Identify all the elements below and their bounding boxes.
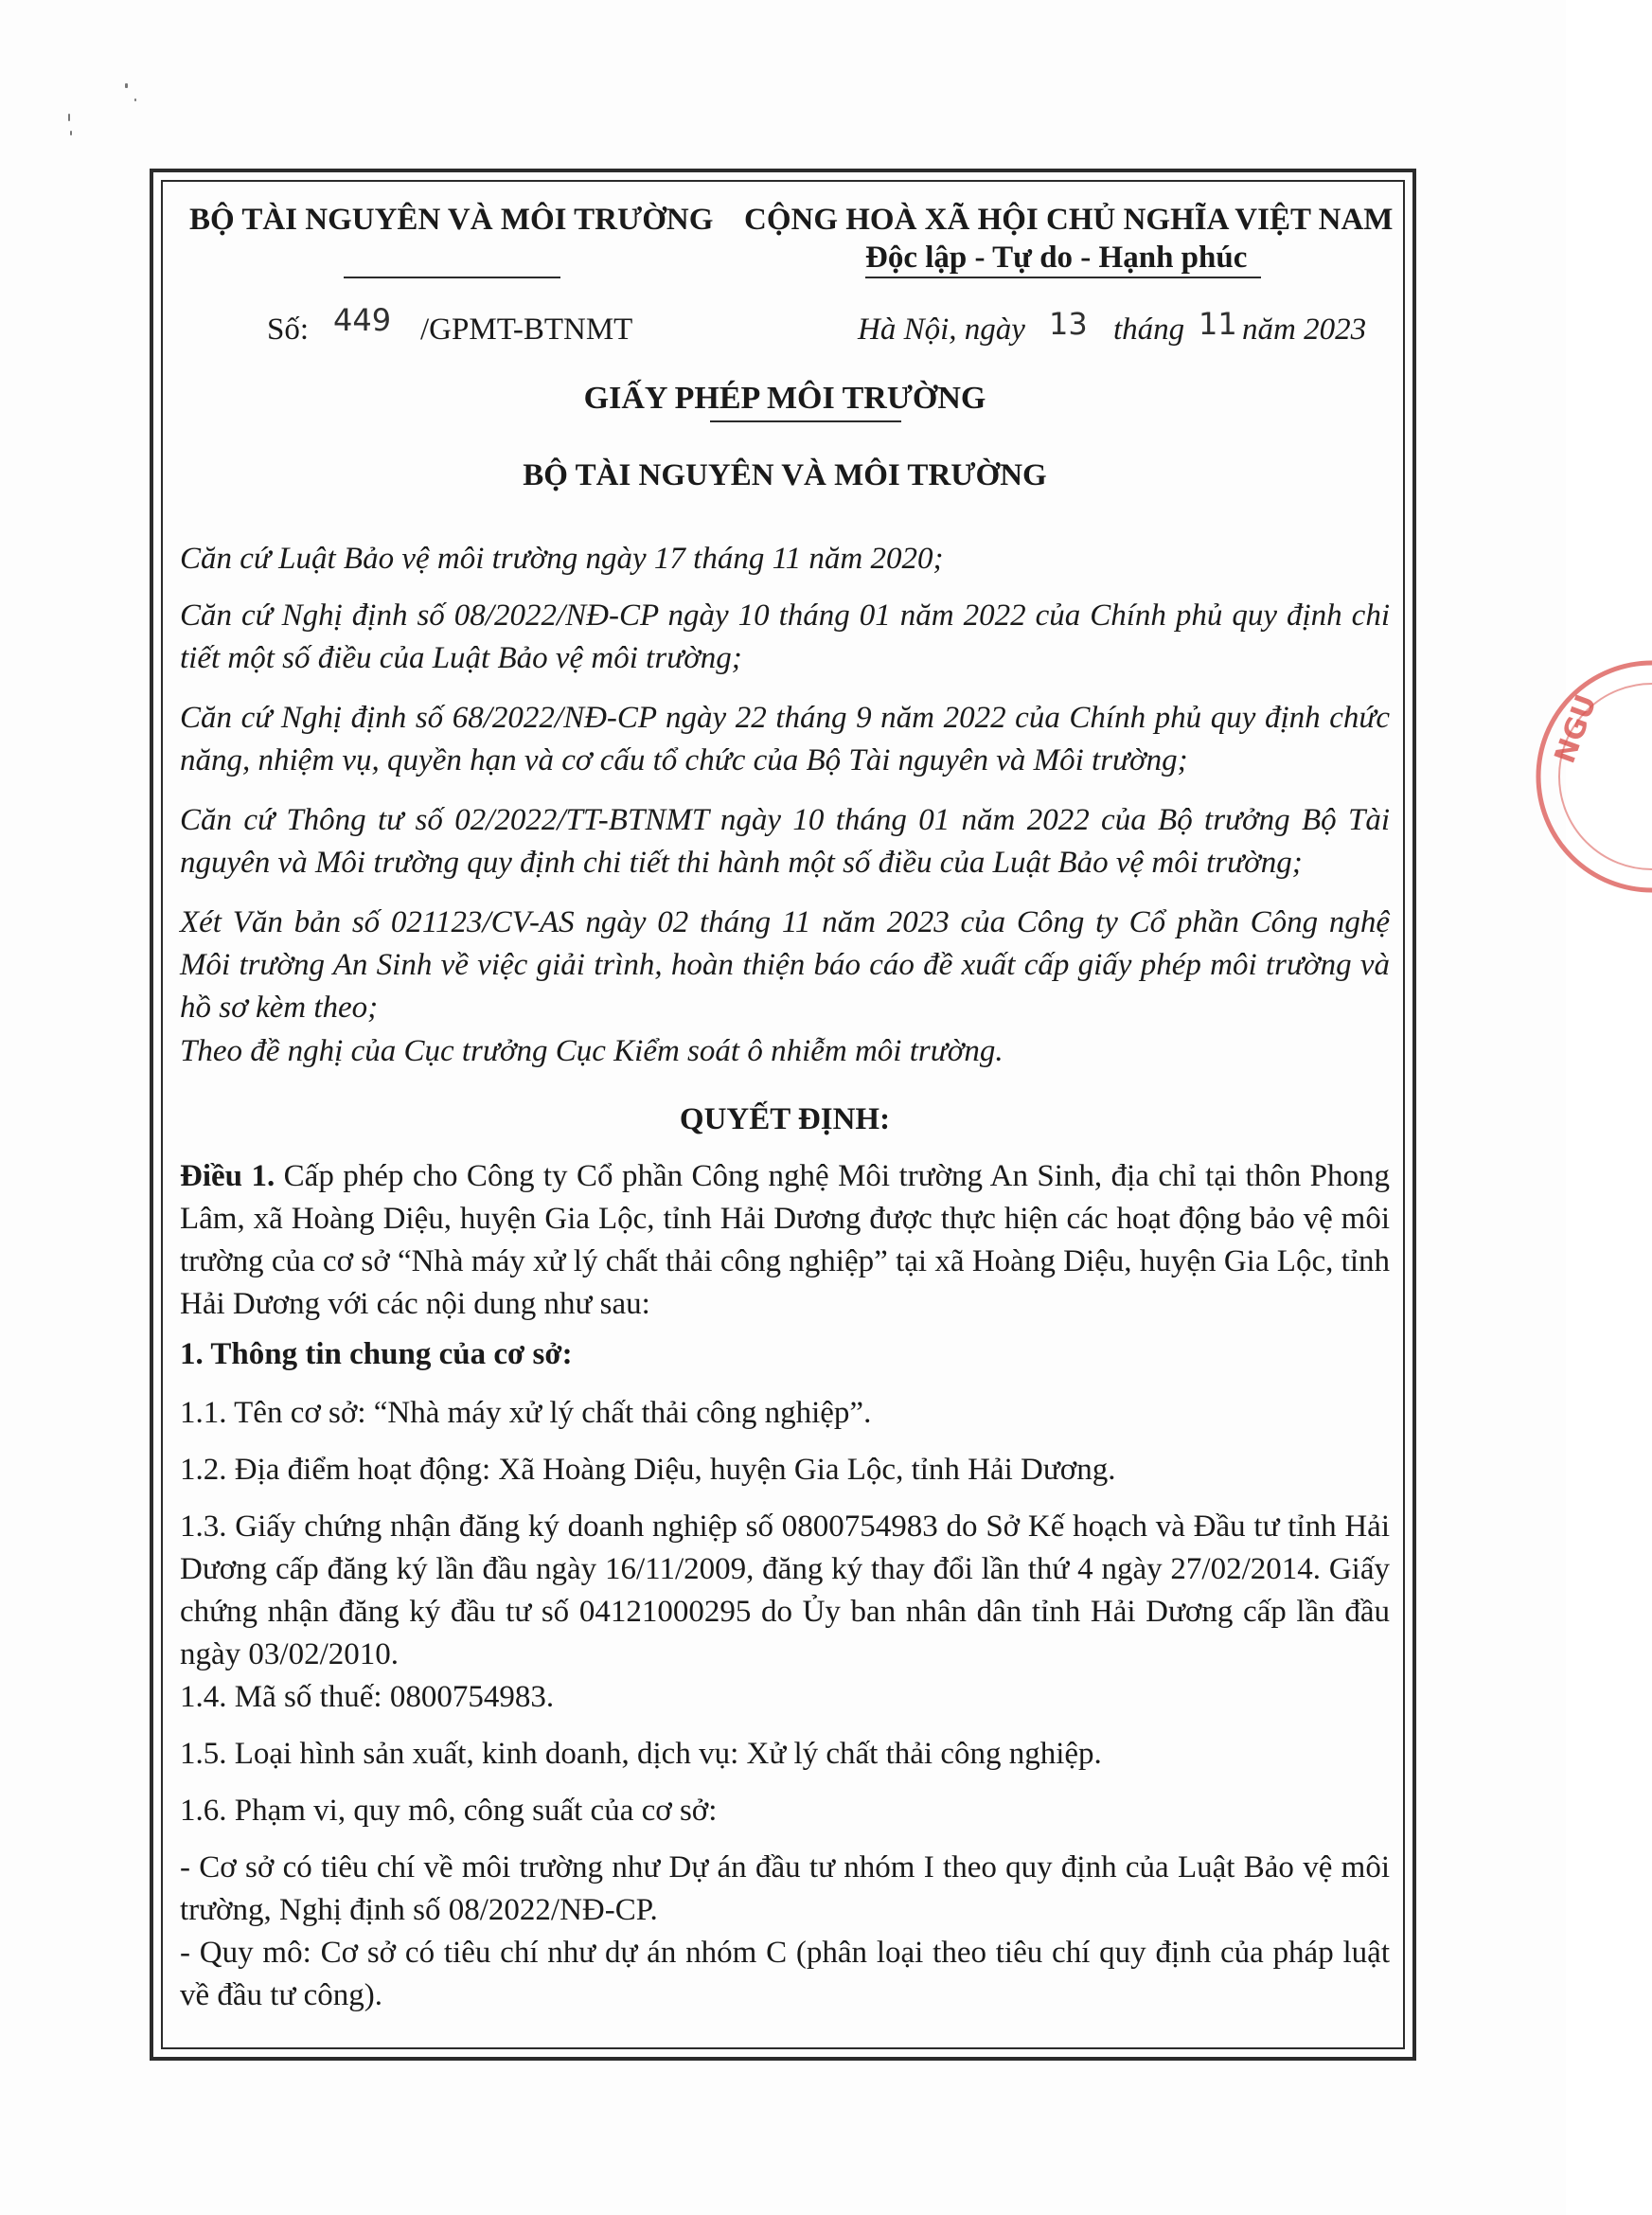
place-date-prefix: Hà Nội, ngày xyxy=(858,313,1025,347)
date-month: 11 xyxy=(1199,306,1237,342)
legal-basis-6: Theo đề nghị của Cục trưởng Cục Kiểm soát ô nhiễm môi trường. xyxy=(180,1034,1004,1068)
date-day: 13 xyxy=(1049,306,1088,342)
item-scope-2: - Quy mô: Cơ sở có tiêu chí như dự án nhóm C (phân loại theo tiêu chí quy định của pháp luật về đầu tư công). xyxy=(180,1936,1390,2012)
item-1-5: 1.5. Loại hình sản xuất, kinh doanh, dịch vụ: Xử lý chất thải công nghiệp. xyxy=(180,1737,1102,1771)
legal-basis-2: Căn cứ Nghị định số 08/2022/NĐ-CP ngày 10 tháng 01 năm 2022 của Chính phủ quy định chi tiết một số điều của Luật Bảo vệ môi trường; xyxy=(180,598,1390,675)
agency-underline xyxy=(344,277,560,278)
legal-basis-4: Căn cứ Thông tư số 02/2022/TT-BTNMT ngày 10 tháng 01 năm 2022 của Bộ trưởng Bộ Tài nguyên và Môi trường quy định chi tiết thi hành một số điều của Luật Bảo vệ môi trường; xyxy=(180,803,1390,880)
date-year: năm 2023 xyxy=(1242,313,1367,347)
article-1-text: Cấp phép cho Công ty Cổ phần Công nghệ Môi trường An Sinh, địa chỉ tại thôn Phong Lâm, xã Hoàng Diệu, huyện Gia Lộc, tỉnh Hải Dương được thực hiện các hoạt động bảo vệ môi trường của cơ sở “Nhà máy xử lý chất thải công nghiệp” tại xã Hoàng Diệu, huyện Gia Lộc, tỉnh Hải Dương với các nội dung như sau: xyxy=(180,1159,1391,1321)
item-1-1: 1.1. Tên cơ sở: “Nhà máy xử lý chất thải công nghiệp”. xyxy=(180,1396,872,1430)
official-seal xyxy=(1510,653,1652,900)
article-1-label: Điều 1. xyxy=(180,1159,275,1193)
legal-basis-5: Xét Văn bản số 021123/CV-AS ngày 02 tháng 11 năm 2023 của Công ty Cổ phần Công nghệ Môi trường An Sinh về việc giải trình, hoàn thiện báo cáo đề xuất cấp giấy phép môi trường và hồ sơ kèm theo; xyxy=(180,905,1390,1025)
title-underline xyxy=(710,420,901,422)
doc-number-suffix: /GPMT-BTNMT xyxy=(420,313,633,347)
legal-basis-1: Căn cứ Luật Bảo vệ môi trường ngày 17 tháng 11 năm 2020; xyxy=(180,542,944,576)
document-title: GIẤY PHÉP MÔI TRƯỜNG xyxy=(583,381,986,416)
section-1-heading: 1. Thông tin chung của cơ sở: xyxy=(180,1337,573,1371)
seal-text: NGU xyxy=(1548,690,1604,768)
item-1-2: 1.2. Địa điểm hoạt động: Xã Hoàng Diệu, huyện Gia Lộc, tỉnh Hải Dương. xyxy=(180,1453,1116,1487)
item-1-4: 1.4. Mã số thuế: 0800754983. xyxy=(180,1680,555,1714)
country-name: CỘNG HOÀ XÃ HỘI CHỦ NGHĨA VIỆT NAM xyxy=(744,203,1394,237)
item-1-3: 1.3. Giấy chứng nhận đăng ký doanh nghiệp số 0800754983 do Sở Kế hoạch và Đầu tư tỉnh Hải Dương cấp đăng ký lần đầu ngày 16/11/2009, đăng ký thay đổi lần thứ 4 ngày 27/02/2014. Giấy chứng nhận đăng ký đầu tư số 04121000295 do Ủy ban nhân dân tỉnh Hải Dương cấp lần đầu ngày 03/02/2010. xyxy=(180,1509,1390,1671)
legal-basis-3: Căn cứ Nghị định số 68/2022/NĐ-CP ngày 22 tháng 9 năm 2022 của Chính phủ quy định chức năng, nhiệm vụ, quyền hạn và cơ cấu tổ chức của Bộ Tài nguyên và Môi trường; xyxy=(180,701,1390,777)
doc-number-prefix: Số: xyxy=(267,313,310,347)
month-label: tháng xyxy=(1113,313,1185,347)
item-scope-1: - Cơ sở có tiêu chí về môi trường như Dự án đầu tư nhóm I theo quy định của Luật Bảo vệ môi trường, Nghị định số 08/2022/NĐ-CP. xyxy=(180,1850,1390,1927)
national-motto: Độc lập - Tự do - Hạnh phúc xyxy=(865,241,1248,275)
motto-underline xyxy=(865,277,1261,278)
issuer-name: BỘ TÀI NGUYÊN VÀ MÔI TRƯỜNG xyxy=(523,458,1047,492)
article-1 xyxy=(180,1155,1390,1326)
doc-number: 449 xyxy=(333,302,392,338)
item-1-6: 1.6. Phạm vi, quy mô, công suất của cơ sở: xyxy=(180,1794,718,1828)
decision-heading: QUYẾT ĐỊNH: xyxy=(679,1102,891,1136)
agency-name: BỘ TÀI NGUYÊN VÀ MÔI TRƯỜNG xyxy=(189,203,714,237)
